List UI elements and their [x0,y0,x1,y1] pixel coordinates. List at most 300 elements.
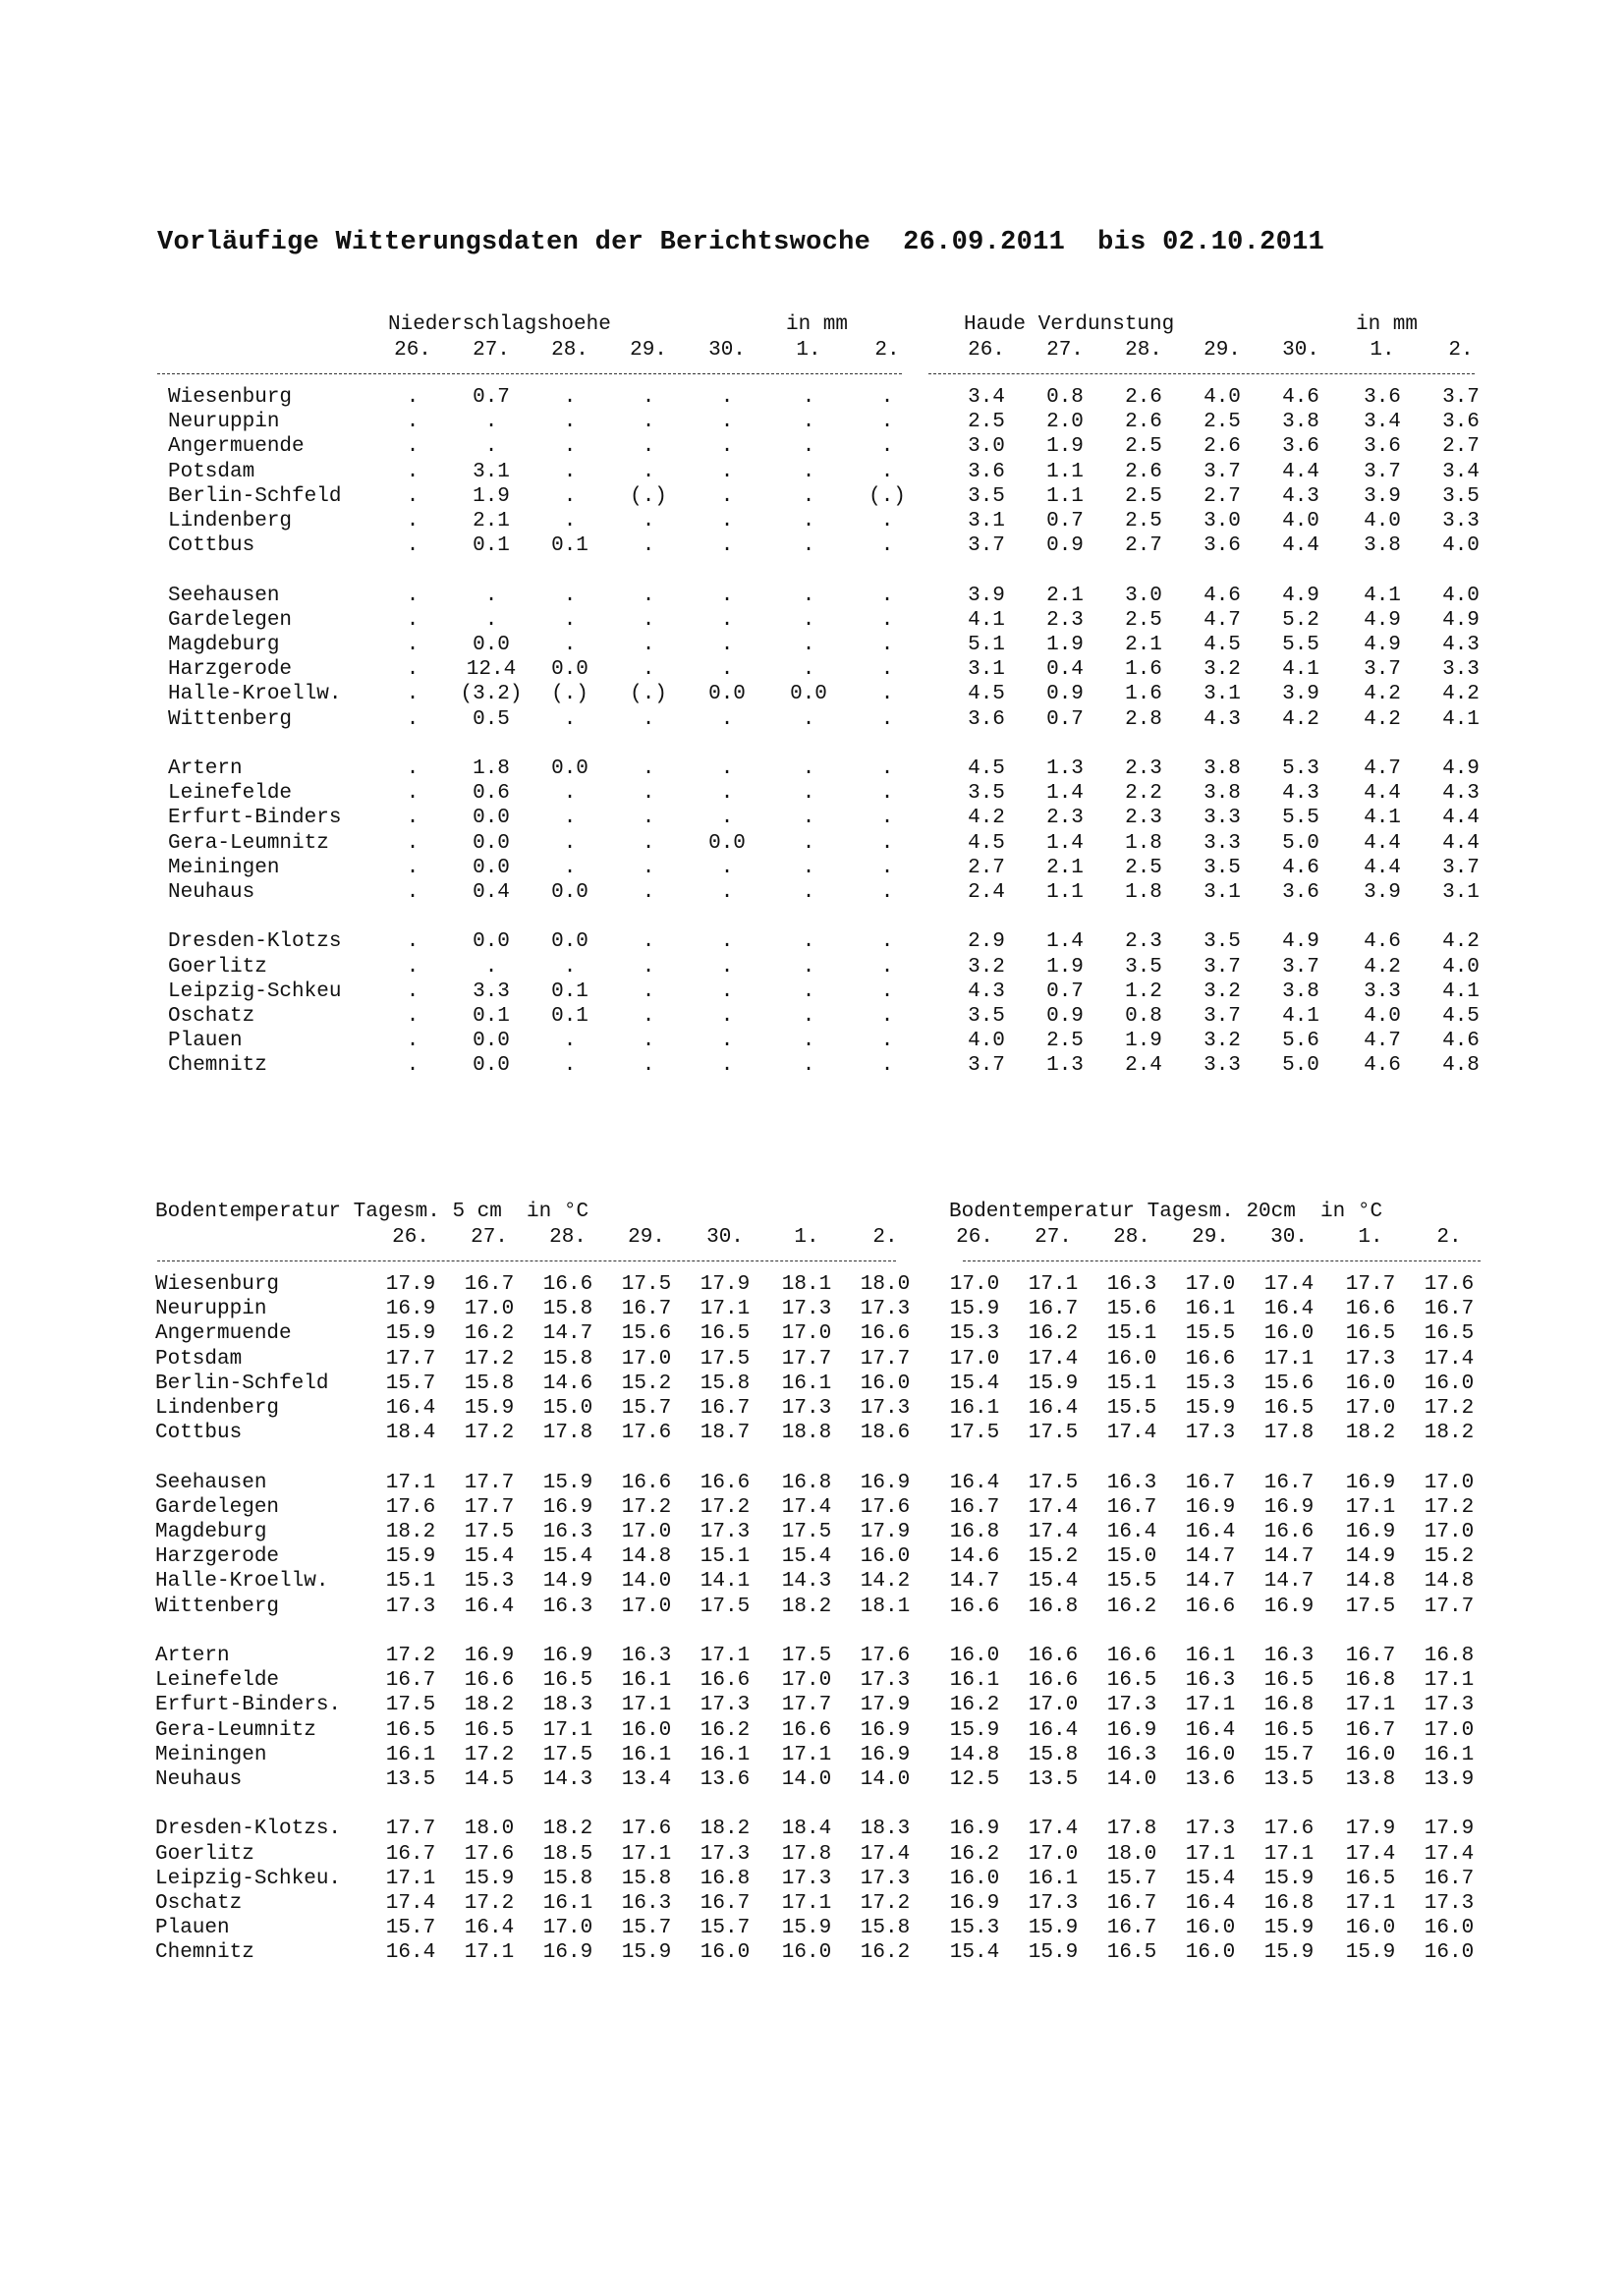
value-cell: 17.7 [781,1694,832,1717]
value-cell: 0.4 [1046,658,1084,682]
station-name: Neuruppin [168,411,280,434]
value-cell: 16.5 [385,1718,436,1742]
value-cell: 16.7 [1263,1471,1315,1494]
value-cell: 4.3 [968,980,1005,1003]
value-cell: 16.1 [781,1372,832,1395]
value-cell: . [802,980,815,1003]
top_left-unit: in mm [786,313,849,336]
value-cell: . [802,856,815,879]
value-cell: 17.9 [1424,1818,1475,1841]
value-cell: 17.4 [1345,1842,1396,1866]
value-cell: 14.7 [1263,1545,1315,1569]
value-cell: 4.9 [1364,608,1401,632]
value-cell: 15.9 [949,1718,1000,1742]
station-name: Artern [155,1645,230,1667]
station-name: Halle-Kroellw. [155,1570,329,1594]
value-cell: . [406,683,420,706]
value-cell: 3.6 [1282,435,1319,459]
value-cell: 17.3 [1424,1892,1475,1915]
value-cell: 2.3 [1125,807,1162,830]
value-cell: . [720,757,734,780]
value-cell: 4.9 [1364,634,1401,656]
value-cell: . [563,1054,577,1078]
value-cell: 16.6 [949,1595,1000,1618]
value-cell: 3.4 [968,386,1005,409]
value-cell: . [642,1054,655,1078]
value-cell: 14.8 [1424,1570,1475,1594]
value-cell: 3.5 [1204,856,1241,879]
station-name: Wittenberg [168,707,293,731]
value-cell: . [720,930,734,954]
value-cell: 16.9 [1345,1471,1396,1494]
value-cell: 14.8 [621,1545,672,1569]
value-cell: 4.2 [1364,683,1401,706]
value-cell: 14.9 [542,1570,593,1594]
station-name: Harzgerode [168,658,293,682]
value-cell: 17.3 [1185,1818,1236,1841]
station-name: Cottbus [168,534,255,558]
station-name: Goerlitz [155,1842,254,1866]
value-cell: . [720,955,734,979]
value-cell: 3.4 [1442,460,1480,483]
value-cell: 3.7 [968,534,1005,558]
value-cell: 16.1 [385,1743,436,1766]
value-cell: . [642,707,655,731]
value-cell: 17.6 [621,1422,672,1445]
value-cell: . [406,955,420,979]
value-cell: . [720,435,734,459]
value-cell: 18.2 [700,1818,751,1841]
value-cell: 17.2 [1424,1495,1475,1519]
value-cell: 17.4 [1106,1422,1157,1445]
station-name: Leinefelde [155,1669,280,1693]
value-cell: . [563,386,577,409]
value-cell: 17.1 [1345,1694,1396,1717]
value-cell: . [642,980,655,1003]
value-cell: (.) [868,484,906,508]
bottom_left-day-header: 28. [549,1226,587,1249]
value-cell: 16.1 [1185,1645,1236,1667]
value-cell: 15.3 [949,1917,1000,1940]
value-cell: . [406,534,420,558]
value-cell: 14.3 [542,1768,593,1791]
value-cell: 16.8 [781,1471,832,1494]
value-cell: . [880,386,894,409]
value-cell: 14.7 [1185,1545,1236,1569]
value-cell: 15.8 [542,1298,593,1321]
value-cell: 15.7 [621,1917,672,1940]
value-cell: 3.1 [1204,683,1241,706]
value-cell: 15.2 [1424,1545,1475,1569]
value-cell: 2.5 [1204,411,1241,434]
value-cell: 0.0 [551,881,588,904]
value-cell: . [802,831,815,855]
value-cell: 4.7 [1364,1030,1401,1053]
value-cell: . [802,1054,815,1078]
value-cell: 2.7 [1125,534,1162,558]
value-cell: 17.2 [860,1892,911,1915]
value-cell: 17.0 [949,1273,1000,1296]
value-cell: 16.6 [1185,1347,1236,1371]
value-cell: 2.9 [968,930,1005,954]
station-name: Wiesenburg [168,386,293,409]
value-cell: 13.5 [1263,1768,1315,1791]
value-cell: 4.3 [1204,707,1241,731]
value-cell: 18.2 [464,1694,515,1717]
station-name: Dresden-Klotzs [168,930,342,954]
value-cell: 18.3 [542,1694,593,1717]
top_right-day-header: 29. [1204,339,1241,362]
value-cell: 16.8 [1345,1669,1396,1693]
value-cell: 2.5 [968,411,1005,434]
value-cell: 16.2 [949,1694,1000,1717]
value-cell: . [720,634,734,656]
value-cell: 16.0 [949,1867,1000,1890]
value-cell: 17.2 [385,1645,436,1667]
value-cell: 17.0 [621,1521,672,1543]
value-cell: 16.9 [949,1892,1000,1915]
bottom_left-day-header: 29. [628,1226,665,1249]
value-cell: 15.9 [464,1867,515,1890]
value-cell: 16.3 [542,1595,593,1618]
station-name: Leinefelde [168,782,293,806]
value-cell: 17.5 [781,1521,832,1543]
value-cell: . [642,386,655,409]
value-cell: 16.4 [1106,1521,1157,1543]
station-name: Gera-Leumnitz [155,1718,316,1742]
value-cell: 17.2 [464,1892,515,1915]
value-cell: . [484,435,498,459]
value-cell: 0.1 [473,1005,510,1028]
value-cell: . [720,980,734,1003]
value-cell: 17.3 [1028,1892,1079,1915]
bottom_left-heading: Bodentemperatur Tagesm. 5 cm in °C [155,1201,589,1223]
value-cell: 3.6 [1204,534,1241,558]
value-cell: 15.9 [1345,1941,1396,1965]
value-cell: 3.1 [473,460,510,483]
value-cell: . [880,608,894,632]
value-cell: 3.9 [1364,881,1401,904]
value-cell: . [802,634,815,656]
value-cell: 14.2 [860,1570,911,1594]
value-cell: 16.7 [385,1669,436,1693]
value-cell: 15.9 [385,1545,436,1569]
station-name: Goerlitz [168,955,267,979]
value-cell: 16.6 [1028,1669,1079,1693]
value-cell: 3.8 [1204,782,1241,806]
value-cell: . [880,881,894,904]
value-cell: 15.9 [542,1471,593,1494]
value-cell: 17.1 [1185,1694,1236,1717]
value-cell: 0.1 [473,534,510,558]
value-cell: . [880,584,894,607]
top_left-day-header: 29. [630,339,667,362]
top_left-heading: Niederschlagshoehe [388,313,611,336]
station-name: Berlin-Schfeld [168,484,342,508]
value-cell: 3.3 [1204,807,1241,830]
value-cell: 3.7 [968,1054,1005,1078]
value-cell: 16.2 [1106,1595,1157,1618]
value-cell: 17.7 [385,1818,436,1841]
value-cell: 18.8 [781,1422,832,1445]
value-cell: 15.6 [1106,1298,1157,1321]
value-cell: 0.1 [551,534,588,558]
value-cell: 17.1 [1263,1347,1315,1371]
value-cell: 15.7 [1106,1867,1157,1890]
value-cell: 17.9 [385,1273,436,1296]
value-cell: 14.7 [949,1570,1000,1594]
value-cell: . [642,856,655,879]
value-cell: 0.6 [473,782,510,806]
value-cell: 16.9 [860,1718,911,1742]
value-cell: 2.1 [1046,856,1084,879]
station-name: Angermuende [155,1322,292,1346]
value-cell: 15.7 [1263,1743,1315,1766]
value-cell: 5.6 [1282,1030,1319,1053]
value-cell: 14.7 [542,1322,593,1346]
value-cell: 15.8 [1028,1743,1079,1766]
value-cell: 17.5 [1028,1471,1079,1494]
value-cell: 16.4 [1263,1298,1315,1321]
station-name: Wiesenburg [155,1273,280,1296]
value-cell: . [880,980,894,1003]
station-name: Neuruppin [155,1298,267,1321]
value-cell: 16.0 [860,1545,911,1569]
value-cell: 13.9 [1424,1768,1475,1791]
station-name: Chemnitz [168,1054,267,1078]
value-cell: 16.8 [1028,1595,1079,1618]
value-cell: 17.4 [781,1495,832,1519]
value-cell: 15.7 [385,1917,436,1940]
value-cell: 17.1 [621,1694,672,1717]
value-cell: . [720,584,734,607]
value-cell: . [642,782,655,806]
value-cell: . [880,1030,894,1053]
value-cell: 16.4 [385,1397,436,1420]
value-cell: 17.0 [542,1917,593,1940]
value-cell: 17.5 [1028,1422,1079,1445]
value-cell: 18.4 [385,1422,436,1445]
value-cell: . [642,930,655,954]
value-cell: 14.0 [781,1768,832,1791]
value-cell: 17.4 [1028,1521,1079,1543]
value-cell: . [642,510,655,532]
value-cell: 16.8 [700,1867,751,1890]
value-cell: 17.6 [464,1842,515,1866]
value-cell: 3.7 [1442,856,1480,879]
value-cell: 16.0 [1106,1347,1157,1371]
station-name: Erfurt-Binders [168,807,342,830]
value-cell: 17.6 [860,1495,911,1519]
value-cell: 16.3 [1106,1743,1157,1766]
station-name: Leipzig-Schkeu [168,980,342,1003]
value-cell: 15.9 [1028,1372,1079,1395]
value-cell: 2.5 [1125,435,1162,459]
value-cell: 17.3 [1106,1694,1157,1717]
station-name: Artern [168,757,243,780]
value-cell: . [406,386,420,409]
value-cell: 16.7 [1185,1471,1236,1494]
value-cell: 16.1 [1185,1298,1236,1321]
value-cell: 3.8 [1364,534,1401,558]
bottom_right-heading: Bodentemperatur Tagesm. 20cm in °C [949,1201,1383,1223]
value-cell: 1.9 [1046,634,1084,656]
value-cell: 3.5 [968,484,1005,508]
value-cell: 4.6 [1204,584,1241,607]
value-cell: 16.0 [621,1718,672,1742]
bottom_right-separator [963,1260,1481,1261]
top_left-day-header: 28. [551,339,588,362]
value-cell: 3.8 [1282,980,1319,1003]
value-cell: . [802,658,815,682]
value-cell: 4.4 [1282,534,1319,558]
value-cell: . [880,510,894,532]
value-cell: 16.7 [1424,1867,1475,1890]
top_right-day-header: 2. [1448,339,1474,362]
value-cell: 16.2 [860,1941,911,1965]
value-cell: 16.9 [949,1818,1000,1841]
value-cell: 2.6 [1204,435,1241,459]
station-name: Plauen [168,1030,243,1053]
bottom_left-day-header: 30. [706,1226,744,1249]
value-cell: 17.1 [385,1471,436,1494]
value-cell: 0.9 [1046,1005,1084,1028]
value-cell: 12.4 [466,658,517,682]
value-cell: 16.6 [1345,1298,1396,1321]
value-cell: . [406,856,420,879]
value-cell: 5.5 [1282,634,1319,656]
value-cell: 3.5 [1125,955,1162,979]
value-cell: 1.4 [1046,930,1084,954]
value-cell: 16.0 [1185,1743,1236,1766]
value-cell: 17.0 [1424,1521,1475,1543]
value-cell: 3.3 [473,980,510,1003]
value-cell: 3.7 [1204,1005,1241,1028]
value-cell: 15.4 [464,1545,515,1569]
value-cell: 16.5 [542,1669,593,1693]
value-cell: 3.7 [1204,955,1241,979]
value-cell: 17.9 [860,1694,911,1717]
value-cell: 16.5 [464,1718,515,1742]
value-cell: . [563,460,577,483]
value-cell: 0.0 [473,930,510,954]
value-cell: 15.9 [621,1941,672,1965]
value-cell: 15.8 [542,1347,593,1371]
value-cell: . [880,782,894,806]
value-cell: 17.6 [621,1818,672,1841]
value-cell: 2.2 [1125,782,1162,806]
value-cell: 0.5 [473,707,510,731]
value-cell: 1.6 [1125,683,1162,706]
value-cell: 15.1 [385,1570,436,1594]
station-name: Oschatz [155,1892,243,1915]
value-cell: 18.0 [1106,1842,1157,1866]
value-cell: 16.4 [1185,1892,1236,1915]
value-cell: 4.0 [1204,386,1241,409]
value-cell: 4.9 [1282,584,1319,607]
value-cell: 17.3 [700,1842,751,1866]
value-cell: 4.4 [1442,807,1480,830]
value-cell: 15.5 [1106,1570,1157,1594]
value-cell: 3.3 [1204,831,1241,855]
value-cell: 4.3 [1442,782,1480,806]
value-cell: 4.0 [1442,955,1480,979]
value-cell: . [406,757,420,780]
value-cell: 16.1 [949,1397,1000,1420]
value-cell: 16.0 [1263,1322,1315,1346]
value-cell: . [642,411,655,434]
value-cell: (.) [551,683,588,706]
value-cell: 14.0 [1106,1768,1157,1791]
value-cell: 0.0 [473,1054,510,1078]
value-cell: 0.0 [551,658,588,682]
value-cell: 17.6 [1424,1273,1475,1296]
value-cell: 16.6 [1185,1595,1236,1618]
value-cell: 16.0 [700,1941,751,1965]
value-cell: 17.1 [1345,1892,1396,1915]
value-cell: 17.5 [700,1347,751,1371]
value-cell: . [642,584,655,607]
value-cell: 17.4 [1028,1495,1079,1519]
value-cell: 16.6 [781,1718,832,1742]
value-cell: 16.6 [1106,1645,1157,1667]
value-cell: 4.9 [1282,930,1319,954]
value-cell: 14.9 [1345,1545,1396,1569]
value-cell: 3.9 [968,584,1005,607]
station-name: Neuhaus [168,881,255,904]
value-cell: . [642,1030,655,1053]
value-cell: 1.6 [1125,658,1162,682]
value-cell: 16.9 [542,1495,593,1519]
value-cell: 0.7 [473,386,510,409]
value-cell: 2.5 [1046,1030,1084,1053]
value-cell: . [406,881,420,904]
value-cell: 17.2 [621,1495,672,1519]
value-cell: 0.0 [790,683,827,706]
value-cell: 0.0 [473,1030,510,1053]
value-cell: 4.0 [968,1030,1005,1053]
value-cell: 1.8 [1125,831,1162,855]
value-cell: . [563,856,577,879]
value-cell: 3.7 [1282,955,1319,979]
value-cell: . [802,1030,815,1053]
value-cell: 18.2 [781,1595,832,1618]
value-cell: 16.8 [1263,1694,1315,1717]
value-cell: 4.6 [1364,1054,1401,1078]
value-cell: 0.8 [1125,1005,1162,1028]
bottom_left-separator [157,1260,896,1261]
value-cell: 16.1 [700,1743,751,1766]
value-cell: . [802,955,815,979]
value-cell: . [563,584,577,607]
value-cell: . [563,634,577,656]
station-name: Plauen [155,1917,230,1940]
value-cell: 14.7 [1185,1570,1236,1594]
value-cell: 17.4 [1263,1273,1315,1296]
value-cell: 16.0 [1345,1743,1396,1766]
value-cell: . [802,435,815,459]
value-cell: 16.1 [1028,1867,1079,1890]
top_right-day-header: 27. [1046,339,1084,362]
value-cell: . [720,658,734,682]
station-name: Cottbus [155,1422,243,1445]
value-cell: 18.1 [860,1595,911,1618]
value-cell: . [802,411,815,434]
value-cell: 3.9 [1364,484,1401,508]
value-cell: 17.2 [464,1347,515,1371]
value-cell: . [563,707,577,731]
value-cell: . [880,634,894,656]
